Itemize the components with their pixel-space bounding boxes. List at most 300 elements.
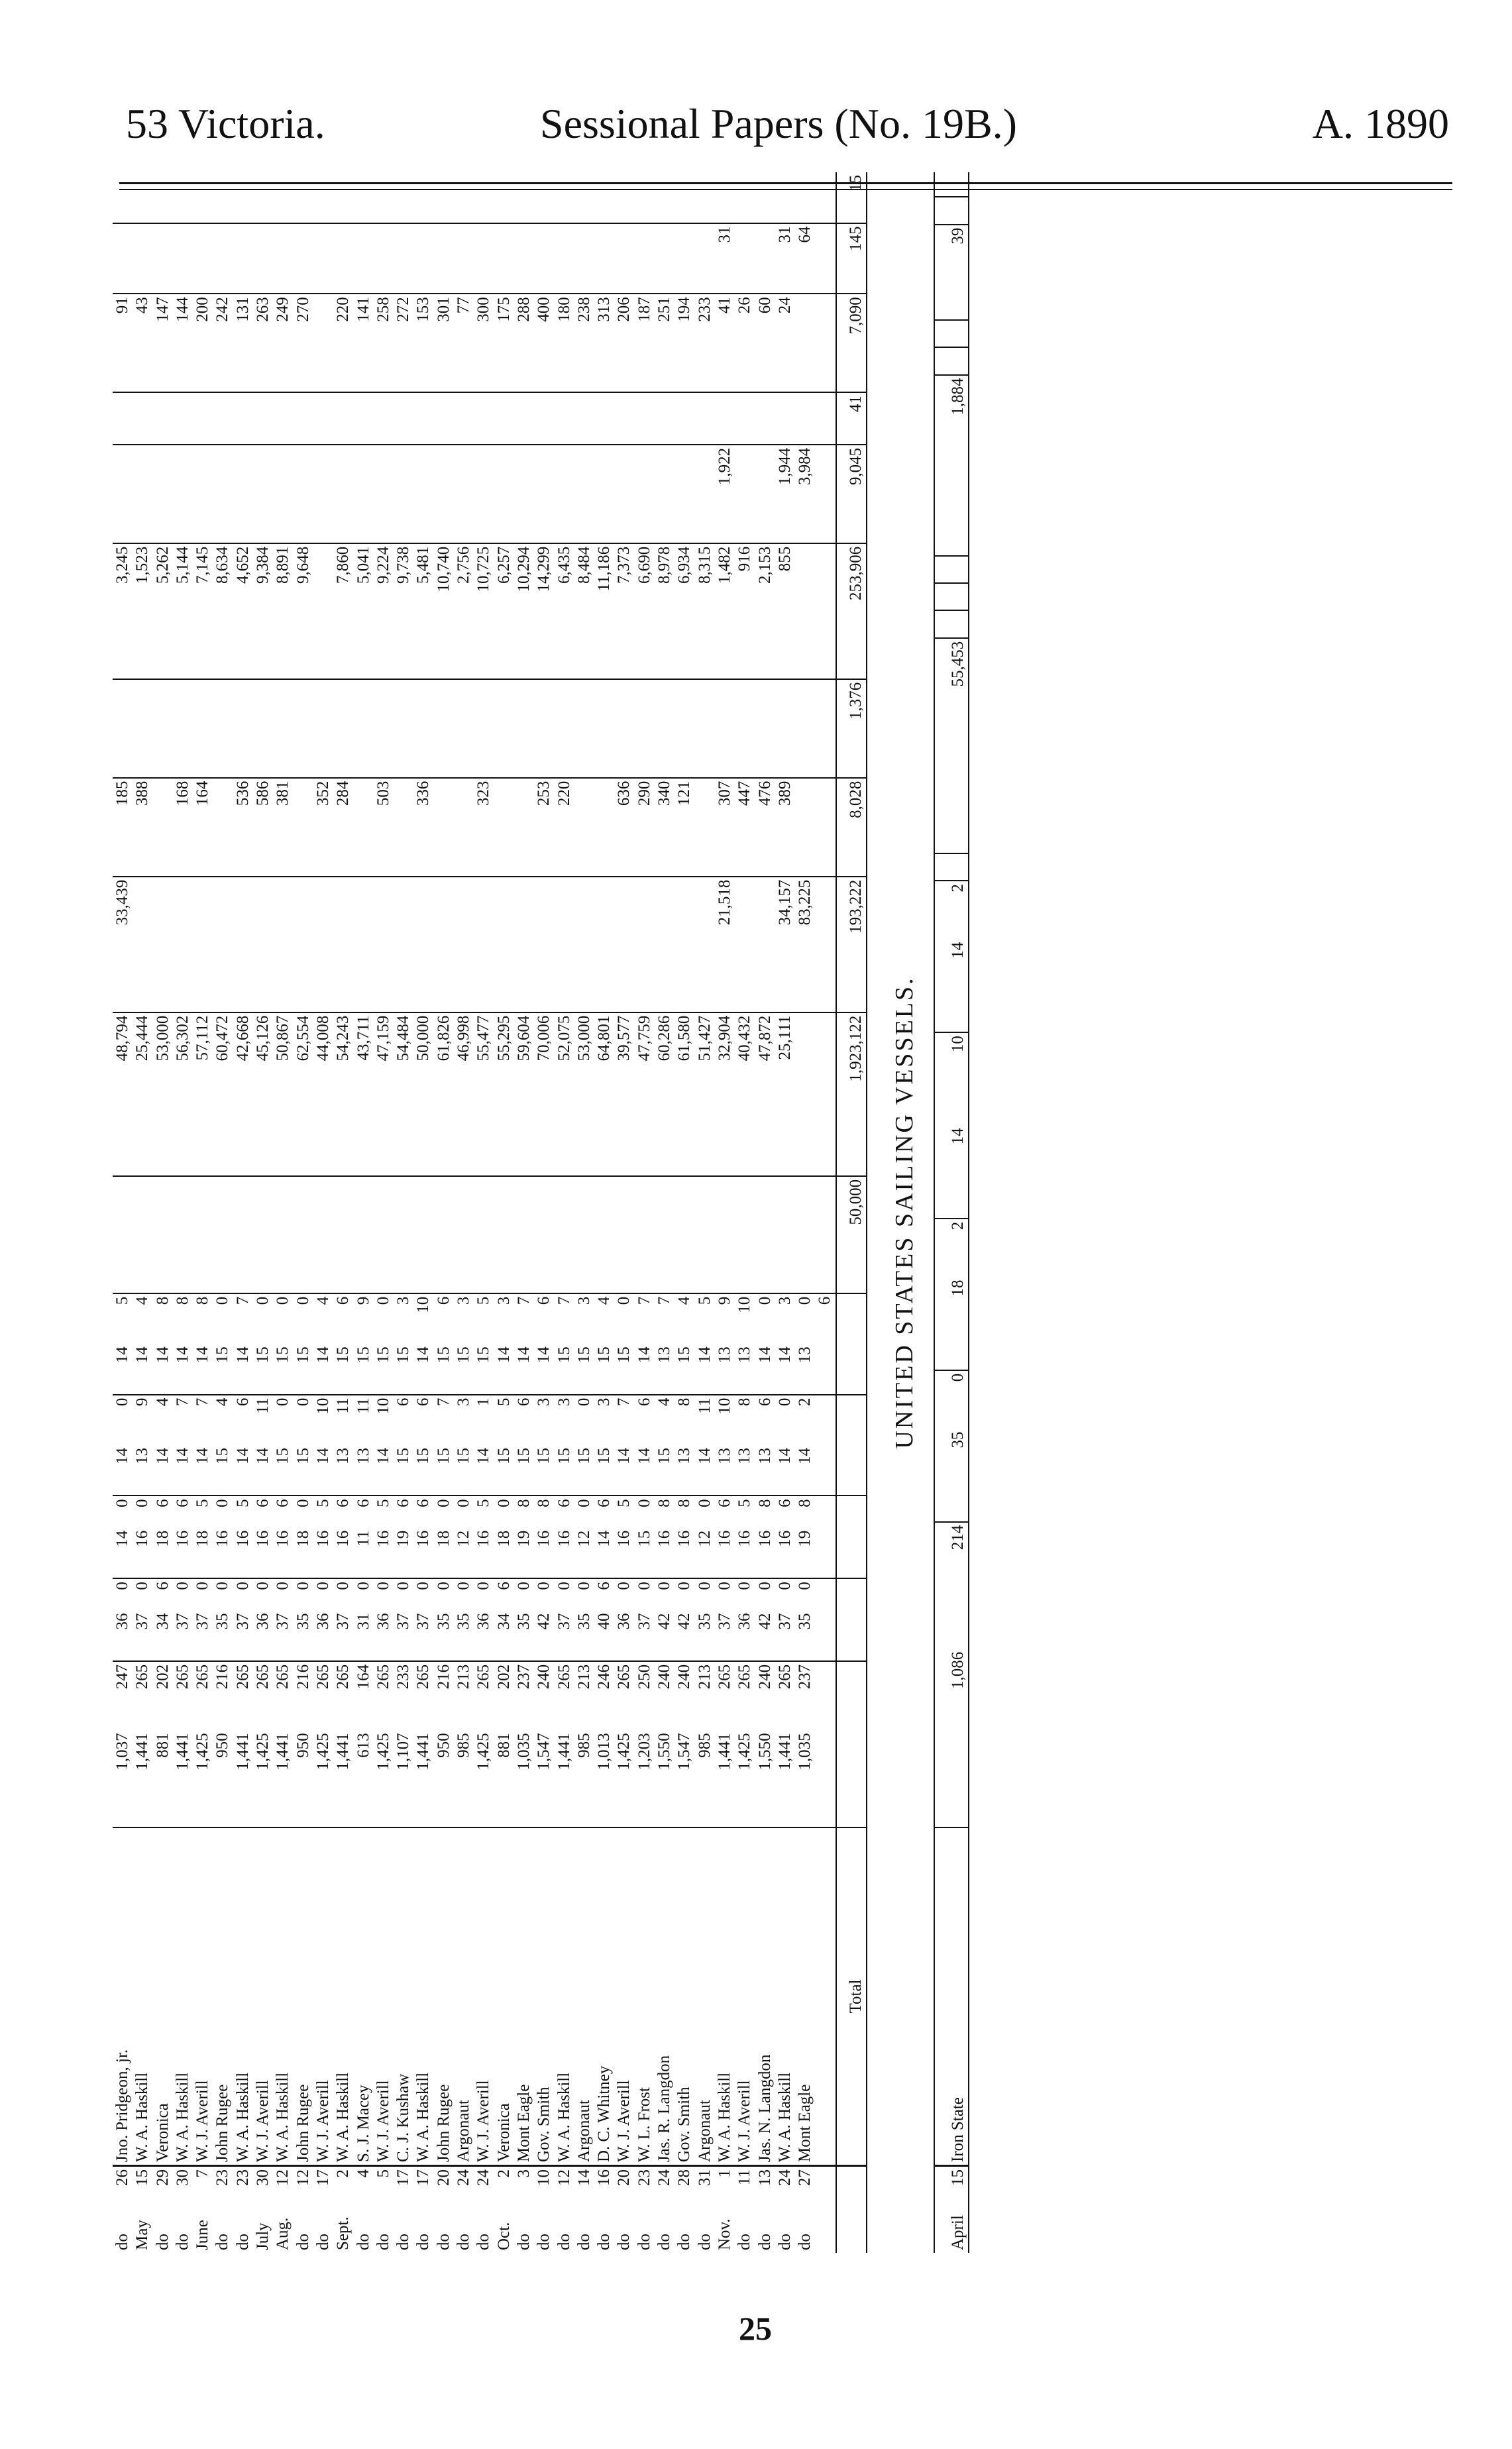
value-cell: 3 (394, 1296, 413, 1305)
value-cell: 0 (254, 1582, 272, 1590)
value-cell: 5 (313, 1499, 332, 1507)
value-cell: 8 (514, 1499, 533, 1507)
value-cell (695, 392, 715, 445)
value-cell: 636 (614, 778, 634, 877)
value-cell: 33,439 (113, 877, 133, 1012)
value-cell: 18 (935, 1277, 969, 1370)
value-cell: 0 (274, 1296, 292, 1305)
value-cell: 50,000 (413, 1012, 433, 1176)
value-cell: 290 (635, 778, 655, 877)
value-cell (354, 445, 374, 543)
value-cell (534, 392, 554, 445)
value-cell (594, 1176, 614, 1293)
value-cell: 4 (655, 1397, 674, 1407)
value-cell: 15 (675, 1344, 694, 1394)
value-cell (193, 445, 213, 543)
value-cell (153, 778, 173, 877)
value-cell: 14 (695, 1445, 715, 1496)
value-cell: 0 (274, 1582, 292, 1590)
value-cell (233, 172, 253, 223)
value-cell (534, 679, 554, 778)
value-cell (836, 1344, 867, 1394)
value-cell: 0 (213, 1499, 232, 1507)
value-cell (213, 679, 233, 778)
value-cell: 5 (113, 1296, 131, 1305)
value-cell: 6,257 (494, 543, 514, 679)
value-cell (715, 1176, 735, 1293)
day-cell (815, 2166, 836, 2203)
month-cell: do (294, 2234, 312, 2250)
vessel-name-cell: W. A. Haskill (233, 1827, 253, 2166)
value-cell: 5 (494, 1397, 513, 1407)
value-cell: 31 (715, 223, 735, 294)
table-row (795, 172, 815, 2253)
value-cell: 238 (574, 294, 594, 392)
day-cell: 14 (574, 2169, 593, 2186)
value-cell: 10 (414, 1296, 433, 1313)
value-cell (413, 445, 433, 543)
value-cell: 56,302 (173, 1012, 193, 1176)
value-cell (836, 1578, 867, 1610)
day-cell: 15 (935, 2166, 969, 2203)
vessel-name-cell: W. J. Averill (735, 1827, 755, 2166)
table-row (173, 172, 193, 2253)
value-cell: 60 (755, 294, 775, 392)
value-cell (454, 877, 474, 1012)
value-cell: 8,891 (273, 543, 293, 679)
value-cell: 46,998 (454, 1012, 474, 1176)
value-cell (494, 877, 514, 1012)
value-cell: 0 (555, 1582, 573, 1590)
value-cell: 1,547 (534, 1730, 554, 1827)
value-cell: 10 (935, 1032, 969, 1125)
value-cell (394, 223, 413, 294)
value-cell: 916 (735, 543, 755, 679)
value-cell: 258 (374, 294, 394, 392)
value-cell: 265 (313, 1664, 332, 1690)
value-cell: 1,922 (715, 445, 735, 543)
us-vessel-rows (935, 172, 969, 2253)
value-cell (795, 1012, 815, 1176)
value-cell: 15 (294, 1445, 313, 1496)
table-row (354, 172, 374, 2253)
table-row (213, 172, 233, 2253)
value-cell: 240 (755, 1664, 774, 1690)
value-cell: 6,435 (555, 543, 574, 679)
value-cell: 1,441 (775, 1730, 795, 1827)
table-row (715, 172, 735, 2253)
value-cell (113, 1176, 133, 1293)
value-cell (333, 172, 353, 223)
value-cell (173, 1176, 193, 1293)
day-cell: 1 (715, 2169, 733, 2178)
value-cell (374, 1176, 394, 1293)
value-cell: 214 (935, 1522, 969, 1649)
value-cell (795, 392, 815, 445)
value-cell (454, 1176, 474, 1293)
table-row (534, 172, 554, 2253)
value-cell: 14 (755, 1344, 775, 1394)
value-cell (494, 223, 514, 294)
value-cell: 0 (675, 1582, 694, 1590)
table-row (394, 172, 413, 2253)
value-cell: 14 (594, 1528, 614, 1578)
total-label-cell: Total (836, 1827, 867, 2166)
value-cell: 8,978 (655, 543, 675, 679)
value-cell: 47,872 (755, 1012, 775, 1176)
value-cell (354, 778, 374, 877)
value-cell: 43,711 (354, 1012, 374, 1176)
value-cell: 55,453 (935, 638, 969, 853)
value-cell: 6 (816, 1296, 834, 1305)
value-cell (574, 392, 594, 445)
value-cell (574, 778, 594, 877)
value-cell (655, 445, 675, 543)
value-cell: 57,112 (193, 1012, 213, 1176)
value-cell (534, 223, 554, 294)
value-cell: 6 (334, 1296, 352, 1305)
value-cell: 1,441 (715, 1730, 735, 1827)
value-cell (675, 679, 694, 778)
value-cell (434, 223, 454, 294)
value-cell: 3 (494, 1296, 513, 1305)
value-cell (935, 853, 969, 881)
vessel-name-cell: W. A. Haskill (413, 1827, 433, 2166)
vessel-name-cell: John Rugee (213, 1827, 233, 2166)
value-cell (454, 172, 474, 223)
value-cell: 25,444 (133, 1012, 152, 1176)
vessel-name-cell: C. J. Kushaw (394, 1827, 413, 2166)
value-cell (836, 1661, 867, 1731)
value-cell: 14 (173, 1445, 193, 1496)
value-cell (574, 172, 594, 223)
value-cell: 0 (455, 1582, 473, 1590)
value-cell (715, 172, 735, 223)
value-cell (635, 392, 655, 445)
value-cell (313, 294, 333, 392)
value-cell: 265 (555, 1664, 573, 1690)
value-cell (735, 392, 755, 445)
value-cell: 37 (413, 1610, 433, 1660)
month-cell: June (193, 2220, 212, 2250)
value-cell: 14 (113, 1344, 133, 1394)
value-cell: 5,041 (354, 543, 374, 679)
value-cell (555, 392, 574, 445)
value-cell (173, 679, 193, 778)
value-cell (514, 778, 534, 877)
value-cell: 141 (354, 294, 374, 392)
value-cell: 36 (113, 1610, 133, 1660)
value-cell: 37 (233, 1610, 253, 1660)
value-cell: 253,906 (836, 543, 867, 679)
value-cell: 237 (796, 1664, 814, 1690)
value-cell: 13 (755, 1445, 775, 1496)
value-cell: 16 (313, 1528, 333, 1578)
value-cell: 0 (796, 1296, 814, 1305)
value-cell: 1,547 (675, 1730, 694, 1827)
value-cell: 0 (173, 1582, 191, 1590)
value-cell: 15 (294, 1344, 313, 1394)
value-cell: 1,523 (133, 543, 152, 679)
value-cell: 16 (273, 1528, 293, 1578)
value-cell: 1,944 (775, 445, 795, 543)
value-cell: 16 (715, 1528, 735, 1578)
vessel-name-cell: Jas. N. Langdon (755, 1827, 775, 2166)
value-cell: 11 (334, 1397, 352, 1414)
value-cell: 340 (655, 778, 675, 877)
value-cell: 13 (333, 1445, 353, 1496)
value-cell: 6 (514, 1397, 533, 1407)
value-cell: 15 (434, 1344, 454, 1394)
value-cell (815, 1730, 836, 1827)
value-cell (594, 172, 614, 223)
value-cell (735, 679, 755, 778)
value-cell (635, 445, 655, 543)
value-cell: 1,425 (735, 1730, 755, 1827)
value-cell (574, 877, 594, 1012)
value-cell: 52,075 (555, 1012, 574, 1176)
vessel-name-cell: Argonaut (454, 1827, 474, 2166)
value-cell: 14 (133, 1344, 152, 1394)
value-cell: 2 (796, 1397, 814, 1407)
value-cell: 265 (334, 1664, 352, 1690)
day-cell: 16 (595, 2169, 614, 2186)
value-cell: 15 (394, 1445, 413, 1496)
value-cell: 6,934 (675, 543, 694, 679)
value-cell: 0 (455, 1499, 473, 1507)
value-cell: 1,013 (594, 1730, 614, 1827)
value-cell (675, 877, 694, 1012)
value-cell (715, 392, 735, 445)
value-cell: 14 (775, 1445, 795, 1496)
value-cell: 213 (455, 1664, 473, 1690)
value-cell (594, 392, 614, 445)
value-cell: 14 (695, 1344, 715, 1394)
value-cell: 13 (133, 1445, 152, 1496)
month-cell: do (735, 2234, 754, 2250)
table-row (655, 172, 675, 2253)
value-cell (614, 877, 634, 1012)
value-cell: 323 (474, 778, 494, 877)
value-cell: 14 (374, 1445, 394, 1496)
value-cell (815, 1012, 836, 1176)
value-cell: 16 (133, 1528, 152, 1578)
value-cell (313, 1176, 333, 1293)
value-cell: 13 (354, 1445, 374, 1496)
value-cell: 39,577 (614, 1012, 634, 1176)
value-cell: 14 (193, 1344, 213, 1394)
table-row (313, 172, 333, 2253)
value-cell (815, 1578, 836, 1610)
value-cell: 6 (555, 1499, 573, 1507)
vessel-name-cell: W. A. Haskill (133, 1827, 152, 2166)
value-cell (313, 223, 333, 294)
value-cell (454, 679, 474, 778)
value-cell: 35 (294, 1610, 313, 1660)
value-cell (755, 679, 775, 778)
value-cell: 54,484 (394, 1012, 413, 1176)
value-cell: 216 (294, 1664, 312, 1690)
value-cell: 0 (213, 1296, 232, 1305)
month-cell: do (635, 2234, 653, 2250)
value-cell (815, 1344, 836, 1394)
value-cell: 15 (555, 1445, 574, 1496)
vessel-name-cell: W. A. Haskill (555, 1827, 574, 2166)
value-cell: 42 (675, 1610, 694, 1660)
value-cell: 1 (474, 1397, 493, 1407)
value-cell: 1,425 (474, 1730, 494, 1827)
value-cell (795, 1176, 815, 1293)
value-cell (614, 445, 634, 543)
value-cell (294, 877, 313, 1012)
month-cell: do (455, 2234, 473, 2250)
value-cell: 14 (233, 1344, 253, 1394)
value-cell (213, 445, 233, 543)
value-cell: 265 (474, 1664, 493, 1690)
value-cell (233, 392, 253, 445)
table-row (755, 172, 775, 2253)
value-cell (173, 172, 193, 223)
value-cell (133, 445, 152, 543)
value-cell: 352 (313, 778, 333, 877)
value-cell: 10,740 (434, 543, 454, 679)
value-cell: 5 (474, 1499, 493, 1507)
value-cell: 35 (514, 1610, 534, 1660)
value-cell: 9,648 (294, 543, 313, 679)
month-cell: Aug. (274, 2217, 292, 2250)
value-cell (413, 223, 433, 294)
value-cell (795, 679, 815, 778)
value-cell: 31 (354, 1610, 374, 1660)
value-cell: 13 (795, 1344, 815, 1394)
value-cell: 4 (675, 1296, 694, 1305)
value-cell (133, 392, 152, 445)
day-cell: 31 (695, 2169, 714, 2186)
day-cell: 12 (555, 2169, 573, 2186)
value-cell: 1,425 (614, 1730, 634, 1827)
value-cell: 4 (133, 1296, 152, 1305)
value-cell: 8 (193, 1296, 212, 1305)
value-cell: 15 (594, 1344, 614, 1394)
value-cell (494, 778, 514, 877)
value-cell: 36 (253, 1610, 273, 1660)
value-cell (935, 172, 969, 197)
value-cell: 0 (414, 1582, 433, 1590)
value-cell (294, 223, 313, 294)
value-cell (655, 172, 675, 223)
value-cell: 10 (374, 1397, 392, 1415)
value-cell: 242 (213, 294, 233, 392)
value-cell: 14 (534, 1344, 554, 1394)
value-cell: 121 (675, 778, 694, 877)
value-cell: 14 (635, 1445, 655, 1496)
value-cell: 14 (113, 1445, 133, 1496)
value-cell: 13 (735, 1445, 755, 1496)
vessel-name-cell: Jno. Pridgeon, jr. (113, 1827, 133, 2166)
value-cell (173, 392, 193, 445)
value-cell: 16 (735, 1528, 755, 1578)
value-cell: 265 (374, 1664, 392, 1690)
value-cell (755, 392, 775, 445)
value-cell: 5 (374, 1499, 392, 1507)
value-cell (614, 679, 634, 778)
value-cell: 15 (434, 1445, 454, 1496)
value-cell: 6 (414, 1397, 433, 1407)
value-cell (574, 445, 594, 543)
value-cell: 14,299 (534, 543, 554, 679)
value-cell: 5 (695, 1296, 714, 1305)
value-cell: 15 (454, 1445, 474, 1496)
day-cell: 24 (474, 2169, 493, 2186)
value-cell (133, 172, 152, 223)
value-cell: 7,860 (333, 543, 353, 679)
table-row (273, 172, 293, 2253)
value-cell: 14 (935, 1125, 969, 1218)
value-cell (514, 1176, 534, 1293)
day-cell: 3 (514, 2169, 533, 2178)
value-cell: 9 (715, 1296, 733, 1305)
value-cell (374, 877, 394, 1012)
value-cell (333, 392, 353, 445)
value-cell: 0 (695, 1499, 714, 1507)
value-cell: 194 (675, 294, 694, 392)
value-cell (755, 877, 775, 1012)
day-cell: 20 (434, 2169, 453, 2186)
value-cell: 45,126 (253, 1012, 273, 1176)
value-cell: 6 (595, 1582, 614, 1590)
value-cell: 35 (213, 1610, 233, 1660)
value-cell: 8 (535, 1499, 553, 1507)
vessel-name-cell: Iron State (935, 1827, 969, 2166)
value-cell: 3,984 (795, 445, 815, 543)
table-row (253, 172, 273, 2253)
value-cell (555, 172, 574, 223)
month-cell: April (935, 2203, 969, 2253)
value-cell: 25,111 (775, 1012, 795, 1176)
value-cell: 36 (374, 1610, 394, 1660)
value-cell (413, 1176, 433, 1293)
value-cell: 1,482 (715, 543, 735, 679)
day-cell: 20 (615, 2169, 633, 2186)
value-cell: 59,604 (514, 1012, 534, 1176)
value-cell: 10 (313, 1397, 332, 1415)
value-cell: 18 (193, 1528, 213, 1578)
value-cell: 18 (153, 1528, 173, 1578)
value-cell (213, 172, 233, 223)
vessel-name-cell: D. C. Whitney (594, 1827, 614, 2166)
value-cell: 5 (474, 1296, 493, 1305)
value-cell: 6 (775, 1499, 794, 1507)
value-cell: 0 (796, 1582, 814, 1590)
value-cell: 6 (535, 1296, 553, 1305)
value-cell: 216 (434, 1664, 453, 1690)
value-cell (655, 877, 675, 1012)
value-cell: 0 (374, 1582, 392, 1590)
value-cell (614, 223, 634, 294)
table-row (494, 172, 514, 2253)
value-cell: 15 (574, 1445, 594, 1496)
value-cell: 14 (233, 1445, 253, 1496)
value-cell: 1,425 (313, 1730, 333, 1827)
value-cell: 16 (374, 1528, 394, 1578)
vessel-name-cell: W. A. Haskill (715, 1827, 735, 2166)
value-cell: 6 (173, 1499, 191, 1507)
value-cell (434, 778, 454, 877)
month-cell: do (615, 2234, 633, 2250)
value-cell: 1,376 (836, 679, 867, 778)
day-cell: 12 (294, 2169, 312, 2186)
value-cell: 37 (173, 1610, 193, 1660)
